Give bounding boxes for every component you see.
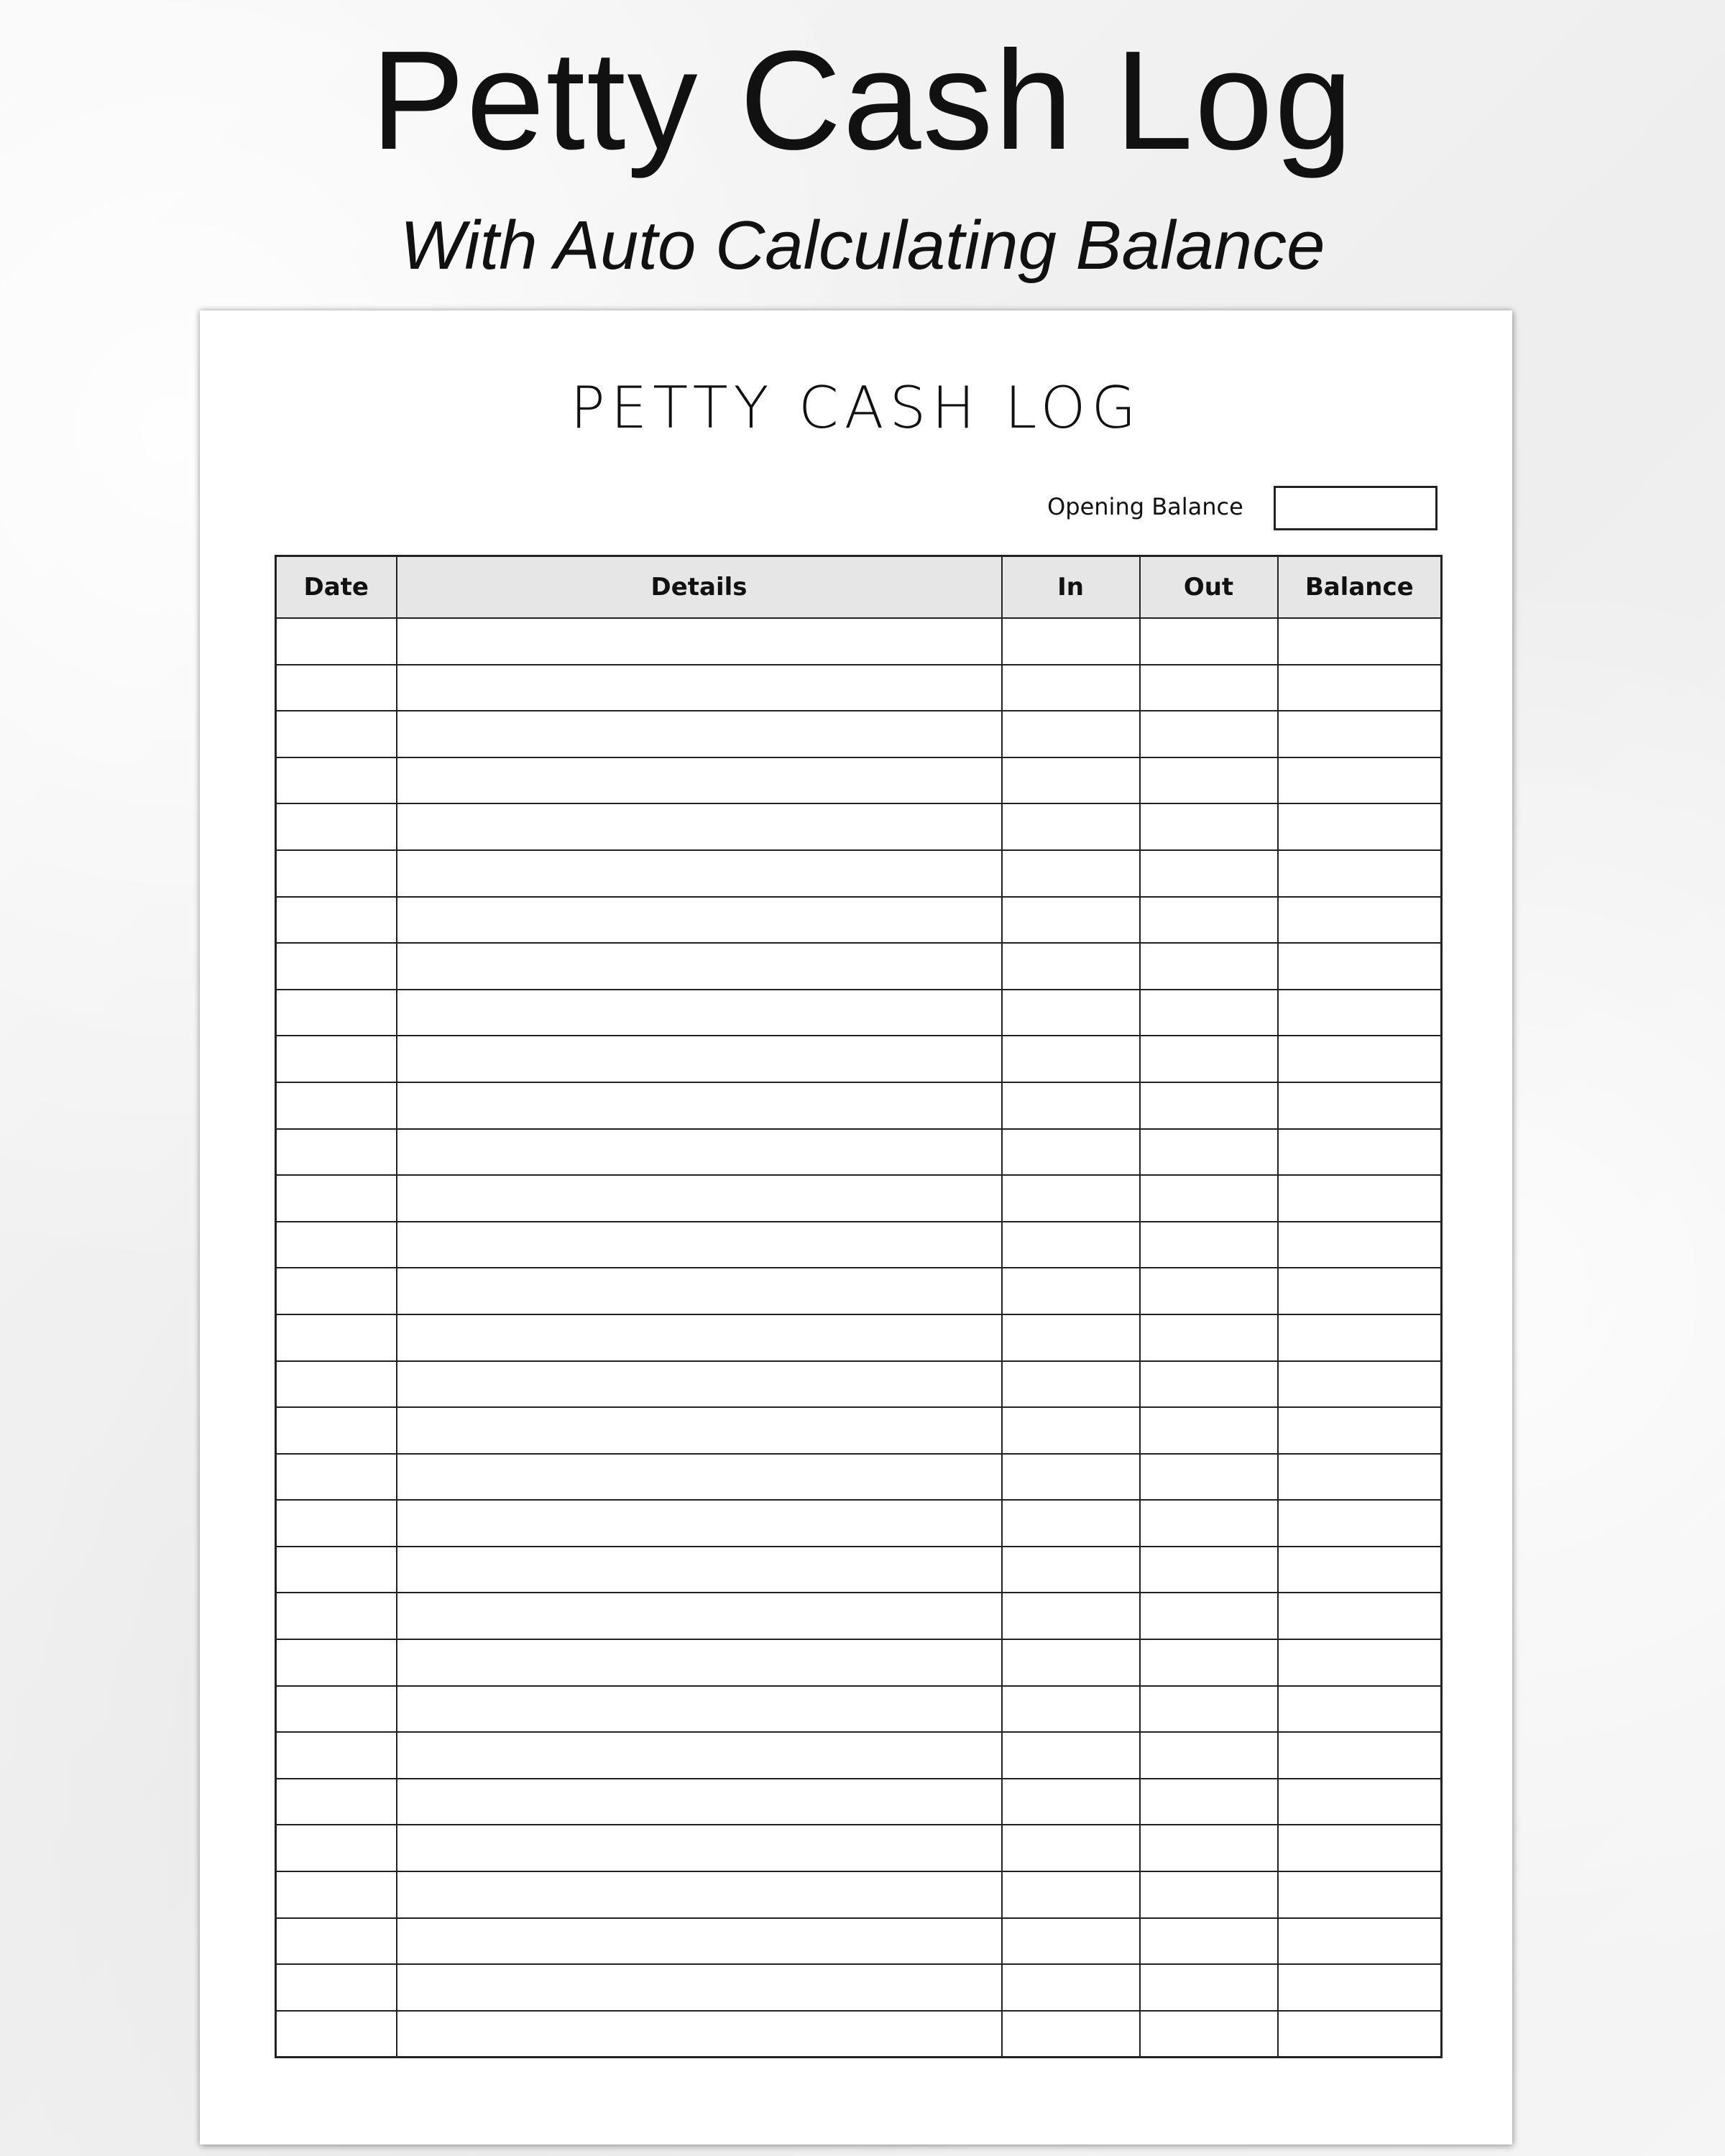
in-cell[interactable] bbox=[1002, 1871, 1140, 1918]
in-cell[interactable] bbox=[1002, 1314, 1140, 1361]
in-cell[interactable] bbox=[1002, 850, 1140, 897]
date-cell[interactable] bbox=[276, 618, 397, 665]
petty-cash-table bbox=[275, 555, 1443, 2058]
in-cell[interactable] bbox=[1002, 1222, 1140, 1268]
balance-cell[interactable] bbox=[1278, 1129, 1442, 1176]
date-cell[interactable] bbox=[276, 803, 397, 850]
out-cell[interactable] bbox=[1140, 665, 1278, 711]
in-cell[interactable] bbox=[1002, 1500, 1140, 1547]
balance-cell[interactable] bbox=[1278, 1547, 1442, 1593]
table-row bbox=[276, 757, 1442, 804]
details-cell[interactable] bbox=[397, 1268, 1002, 1314]
details-cell[interactable] bbox=[397, 757, 1002, 804]
in-cell[interactable] bbox=[1002, 1129, 1140, 1176]
balance-cell[interactable] bbox=[1278, 618, 1442, 665]
date-cell[interactable] bbox=[276, 1268, 397, 1314]
in-cell[interactable] bbox=[1002, 1454, 1140, 1501]
in-cell[interactable] bbox=[1002, 897, 1140, 944]
date-cell[interactable] bbox=[276, 1639, 397, 1686]
date-cell[interactable] bbox=[276, 1500, 397, 1547]
balance-cell[interactable] bbox=[1278, 990, 1442, 1036]
balance-cell[interactable] bbox=[1278, 1454, 1442, 1501]
details-cell[interactable] bbox=[397, 2011, 1002, 2058]
out-cell[interactable] bbox=[1140, 990, 1278, 1036]
date-cell[interactable] bbox=[276, 1964, 397, 2011]
balance-cell[interactable] bbox=[1278, 1779, 1442, 1825]
details-cell[interactable] bbox=[397, 1918, 1002, 1965]
table-row bbox=[276, 1454, 1442, 1501]
details-cell[interactable] bbox=[397, 1082, 1002, 1129]
column-header-balance: Balance bbox=[1278, 556, 1442, 619]
opening-balance-label-text: Opening Balance bbox=[1047, 493, 1243, 520]
table-row bbox=[276, 1222, 1442, 1268]
column-header-date: Date bbox=[276, 556, 397, 619]
balance-cell[interactable] bbox=[1278, 711, 1442, 757]
balance-cell[interactable] bbox=[1278, 757, 1442, 804]
table-row bbox=[276, 943, 1442, 990]
balance-cell[interactable] bbox=[1278, 1407, 1442, 1454]
table-row bbox=[276, 1964, 1442, 2011]
details-cell[interactable] bbox=[397, 1407, 1002, 1454]
date-cell[interactable] bbox=[276, 850, 397, 897]
details-cell[interactable] bbox=[397, 1222, 1002, 1268]
details-cell[interactable] bbox=[397, 850, 1002, 897]
date-cell[interactable] bbox=[276, 1779, 397, 1825]
details-cell[interactable] bbox=[397, 665, 1002, 711]
table-row bbox=[276, 1036, 1442, 1082]
balance-cell[interactable] bbox=[1278, 1175, 1442, 1222]
balance-cell[interactable] bbox=[1278, 1918, 1442, 1965]
date-cell[interactable] bbox=[276, 1222, 397, 1268]
in-cell[interactable] bbox=[1002, 1268, 1140, 1314]
date-cell[interactable] bbox=[276, 665, 397, 711]
balance-cell[interactable] bbox=[1278, 1964, 1442, 2011]
out-cell[interactable] bbox=[1140, 1918, 1278, 1965]
table-row bbox=[276, 1547, 1442, 1593]
details-cell[interactable] bbox=[397, 1036, 1002, 1082]
balance-cell[interactable] bbox=[1278, 850, 1442, 897]
balance-cell[interactable] bbox=[1278, 1268, 1442, 1314]
table-row bbox=[276, 1825, 1442, 1871]
details-cell[interactable] bbox=[397, 711, 1002, 757]
date-cell[interactable] bbox=[276, 990, 397, 1036]
date-cell[interactable] bbox=[276, 897, 397, 944]
in-cell[interactable] bbox=[1002, 1779, 1140, 1825]
table-row bbox=[276, 2011, 1442, 2058]
date-cell[interactable] bbox=[276, 1129, 397, 1176]
balance-cell[interactable] bbox=[1278, 1361, 1442, 1408]
in-cell[interactable] bbox=[1002, 1686, 1140, 1733]
details-cell[interactable] bbox=[397, 1964, 1002, 2011]
table-row bbox=[276, 1175, 1442, 1222]
in-cell[interactable] bbox=[1002, 990, 1140, 1036]
log-sheet bbox=[200, 310, 1512, 2145]
out-cell[interactable] bbox=[1140, 2011, 1278, 2058]
details-cell[interactable] bbox=[397, 1129, 1002, 1176]
balance-cell[interactable] bbox=[1278, 1593, 1442, 1639]
table-row bbox=[276, 1686, 1442, 1733]
balance-cell[interactable] bbox=[1278, 1732, 1442, 1779]
date-cell[interactable] bbox=[276, 1361, 397, 1408]
date-cell[interactable] bbox=[276, 1686, 397, 1733]
out-cell[interactable] bbox=[1140, 1825, 1278, 1871]
details-cell[interactable] bbox=[397, 1454, 1002, 1501]
balance-cell[interactable] bbox=[1278, 1825, 1442, 1871]
balance-cell[interactable] bbox=[1278, 1500, 1442, 1547]
in-cell[interactable] bbox=[1002, 711, 1140, 757]
balance-cell[interactable] bbox=[1278, 897, 1442, 944]
balance-cell[interactable] bbox=[1278, 2011, 1442, 2058]
date-cell[interactable] bbox=[276, 1036, 397, 1082]
out-cell[interactable] bbox=[1140, 803, 1278, 850]
in-cell[interactable] bbox=[1002, 1593, 1140, 1639]
in-cell[interactable] bbox=[1002, 618, 1140, 665]
in-cell[interactable] bbox=[1002, 1361, 1140, 1408]
date-cell[interactable] bbox=[276, 943, 397, 990]
table-row bbox=[276, 1082, 1442, 1129]
in-cell[interactable] bbox=[1002, 1082, 1140, 1129]
in-cell[interactable] bbox=[1002, 757, 1140, 804]
details-cell[interactable] bbox=[397, 1732, 1002, 1779]
date-cell[interactable] bbox=[276, 1593, 397, 1639]
banner-subtitle: With Auto Calculating Balance bbox=[400, 207, 1325, 284]
out-cell[interactable] bbox=[1140, 1407, 1278, 1454]
balance-cell[interactable] bbox=[1278, 1036, 1442, 1082]
out-cell[interactable] bbox=[1140, 1500, 1278, 1547]
details-cell[interactable] bbox=[397, 1314, 1002, 1361]
table-row bbox=[276, 665, 1442, 711]
out-cell[interactable] bbox=[1140, 1779, 1278, 1825]
table-row bbox=[276, 618, 1442, 665]
opening-balance-field[interactable] bbox=[1274, 486, 1438, 530]
details-cell[interactable] bbox=[397, 1500, 1002, 1547]
table-header-row bbox=[276, 556, 1442, 619]
out-cell[interactable] bbox=[1140, 943, 1278, 990]
balance-cell[interactable] bbox=[1278, 803, 1442, 850]
table-row bbox=[276, 1779, 1442, 1825]
balance-cell[interactable] bbox=[1278, 1314, 1442, 1361]
table-row bbox=[276, 1639, 1442, 1686]
date-cell[interactable] bbox=[276, 1314, 397, 1361]
table-row bbox=[276, 1593, 1442, 1639]
details-cell[interactable] bbox=[397, 990, 1002, 1036]
out-cell[interactable] bbox=[1140, 757, 1278, 804]
date-cell[interactable] bbox=[276, 1175, 397, 1222]
in-cell[interactable] bbox=[1002, 665, 1140, 711]
details-cell[interactable] bbox=[397, 1175, 1002, 1222]
out-cell[interactable] bbox=[1140, 1871, 1278, 1918]
details-cell[interactable] bbox=[397, 1593, 1002, 1639]
column-header-out: Out bbox=[1140, 556, 1278, 619]
out-cell[interactable] bbox=[1140, 1593, 1278, 1639]
date-cell[interactable] bbox=[276, 1454, 397, 1501]
in-cell[interactable] bbox=[1002, 1639, 1140, 1686]
out-cell[interactable] bbox=[1140, 1964, 1278, 2011]
column-header-in: In bbox=[1002, 556, 1140, 619]
table-row bbox=[276, 990, 1442, 1036]
table-row bbox=[276, 1407, 1442, 1454]
out-cell[interactable] bbox=[1140, 850, 1278, 897]
details-cell[interactable] bbox=[397, 618, 1002, 665]
out-cell[interactable] bbox=[1140, 1454, 1278, 1501]
out-cell[interactable] bbox=[1140, 1268, 1278, 1314]
out-cell[interactable] bbox=[1140, 1036, 1278, 1082]
table-row bbox=[276, 1314, 1442, 1361]
out-cell[interactable] bbox=[1140, 618, 1278, 665]
out-cell[interactable] bbox=[1140, 1686, 1278, 1733]
date-cell[interactable] bbox=[276, 1918, 397, 1965]
table-row bbox=[276, 1732, 1442, 1779]
out-cell[interactable] bbox=[1140, 1361, 1278, 1408]
out-cell[interactable] bbox=[1140, 1175, 1278, 1222]
out-cell[interactable] bbox=[1140, 1222, 1278, 1268]
in-cell[interactable] bbox=[1002, 1964, 1140, 2011]
balance-cell[interactable] bbox=[1278, 1082, 1442, 1129]
table-row bbox=[276, 1129, 1442, 1176]
in-cell[interactable] bbox=[1002, 1036, 1140, 1082]
details-cell[interactable] bbox=[397, 897, 1002, 944]
in-cell[interactable] bbox=[1002, 1732, 1140, 1779]
date-cell[interactable] bbox=[276, 1871, 397, 1918]
out-cell[interactable] bbox=[1140, 897, 1278, 944]
in-cell[interactable] bbox=[1002, 1547, 1140, 1593]
out-cell[interactable] bbox=[1140, 1732, 1278, 1779]
table-row bbox=[276, 1268, 1442, 1314]
details-cell[interactable] bbox=[397, 1361, 1002, 1408]
table-row bbox=[276, 897, 1442, 944]
date-cell[interactable] bbox=[276, 1407, 397, 1454]
balance-cell[interactable] bbox=[1278, 1639, 1442, 1686]
in-cell[interactable] bbox=[1002, 1918, 1140, 1965]
column-header-details: Details bbox=[397, 556, 1002, 619]
details-cell[interactable] bbox=[397, 1871, 1002, 1918]
date-cell[interactable] bbox=[276, 711, 397, 757]
balance-cell[interactable] bbox=[1278, 943, 1442, 990]
out-cell[interactable] bbox=[1140, 1129, 1278, 1176]
table-body bbox=[276, 618, 1442, 2058]
balance-cell[interactable] bbox=[1278, 665, 1442, 711]
table-row bbox=[276, 1500, 1442, 1547]
out-cell[interactable] bbox=[1140, 1314, 1278, 1361]
date-cell[interactable] bbox=[276, 1547, 397, 1593]
table-row bbox=[276, 803, 1442, 850]
date-cell[interactable] bbox=[276, 1082, 397, 1129]
details-cell[interactable] bbox=[397, 1639, 1002, 1686]
details-cell[interactable] bbox=[397, 1686, 1002, 1733]
sheet-title: PETTY CASH LOG bbox=[570, 374, 1142, 441]
details-cell[interactable] bbox=[397, 1547, 1002, 1593]
table-row bbox=[276, 1871, 1442, 1918]
date-cell[interactable] bbox=[276, 1732, 397, 1779]
details-cell[interactable] bbox=[397, 943, 1002, 990]
out-cell[interactable] bbox=[1140, 1639, 1278, 1686]
table-row bbox=[276, 711, 1442, 757]
in-cell[interactable] bbox=[1002, 1825, 1140, 1871]
balance-cell[interactable] bbox=[1278, 1686, 1442, 1733]
in-cell[interactable] bbox=[1002, 803, 1140, 850]
table-row bbox=[276, 1361, 1442, 1408]
date-cell[interactable] bbox=[276, 757, 397, 804]
balance-cell[interactable] bbox=[1278, 1871, 1442, 1918]
in-cell[interactable] bbox=[1002, 2011, 1140, 2058]
in-cell[interactable] bbox=[1002, 1407, 1140, 1454]
details-cell[interactable] bbox=[397, 1825, 1002, 1871]
table-row bbox=[276, 850, 1442, 897]
details-cell[interactable] bbox=[397, 803, 1002, 850]
in-cell[interactable] bbox=[1002, 943, 1140, 990]
table-row bbox=[276, 1918, 1442, 1965]
banner-title: Petty Cash Log bbox=[370, 22, 1355, 179]
out-cell[interactable] bbox=[1140, 1082, 1278, 1129]
out-cell[interactable] bbox=[1140, 711, 1278, 757]
balance-cell[interactable] bbox=[1278, 1222, 1442, 1268]
date-cell[interactable] bbox=[276, 1825, 397, 1871]
out-cell[interactable] bbox=[1140, 1547, 1278, 1593]
in-cell[interactable] bbox=[1002, 1175, 1140, 1222]
details-cell[interactable] bbox=[397, 1779, 1002, 1825]
date-cell[interactable] bbox=[276, 2011, 397, 2058]
